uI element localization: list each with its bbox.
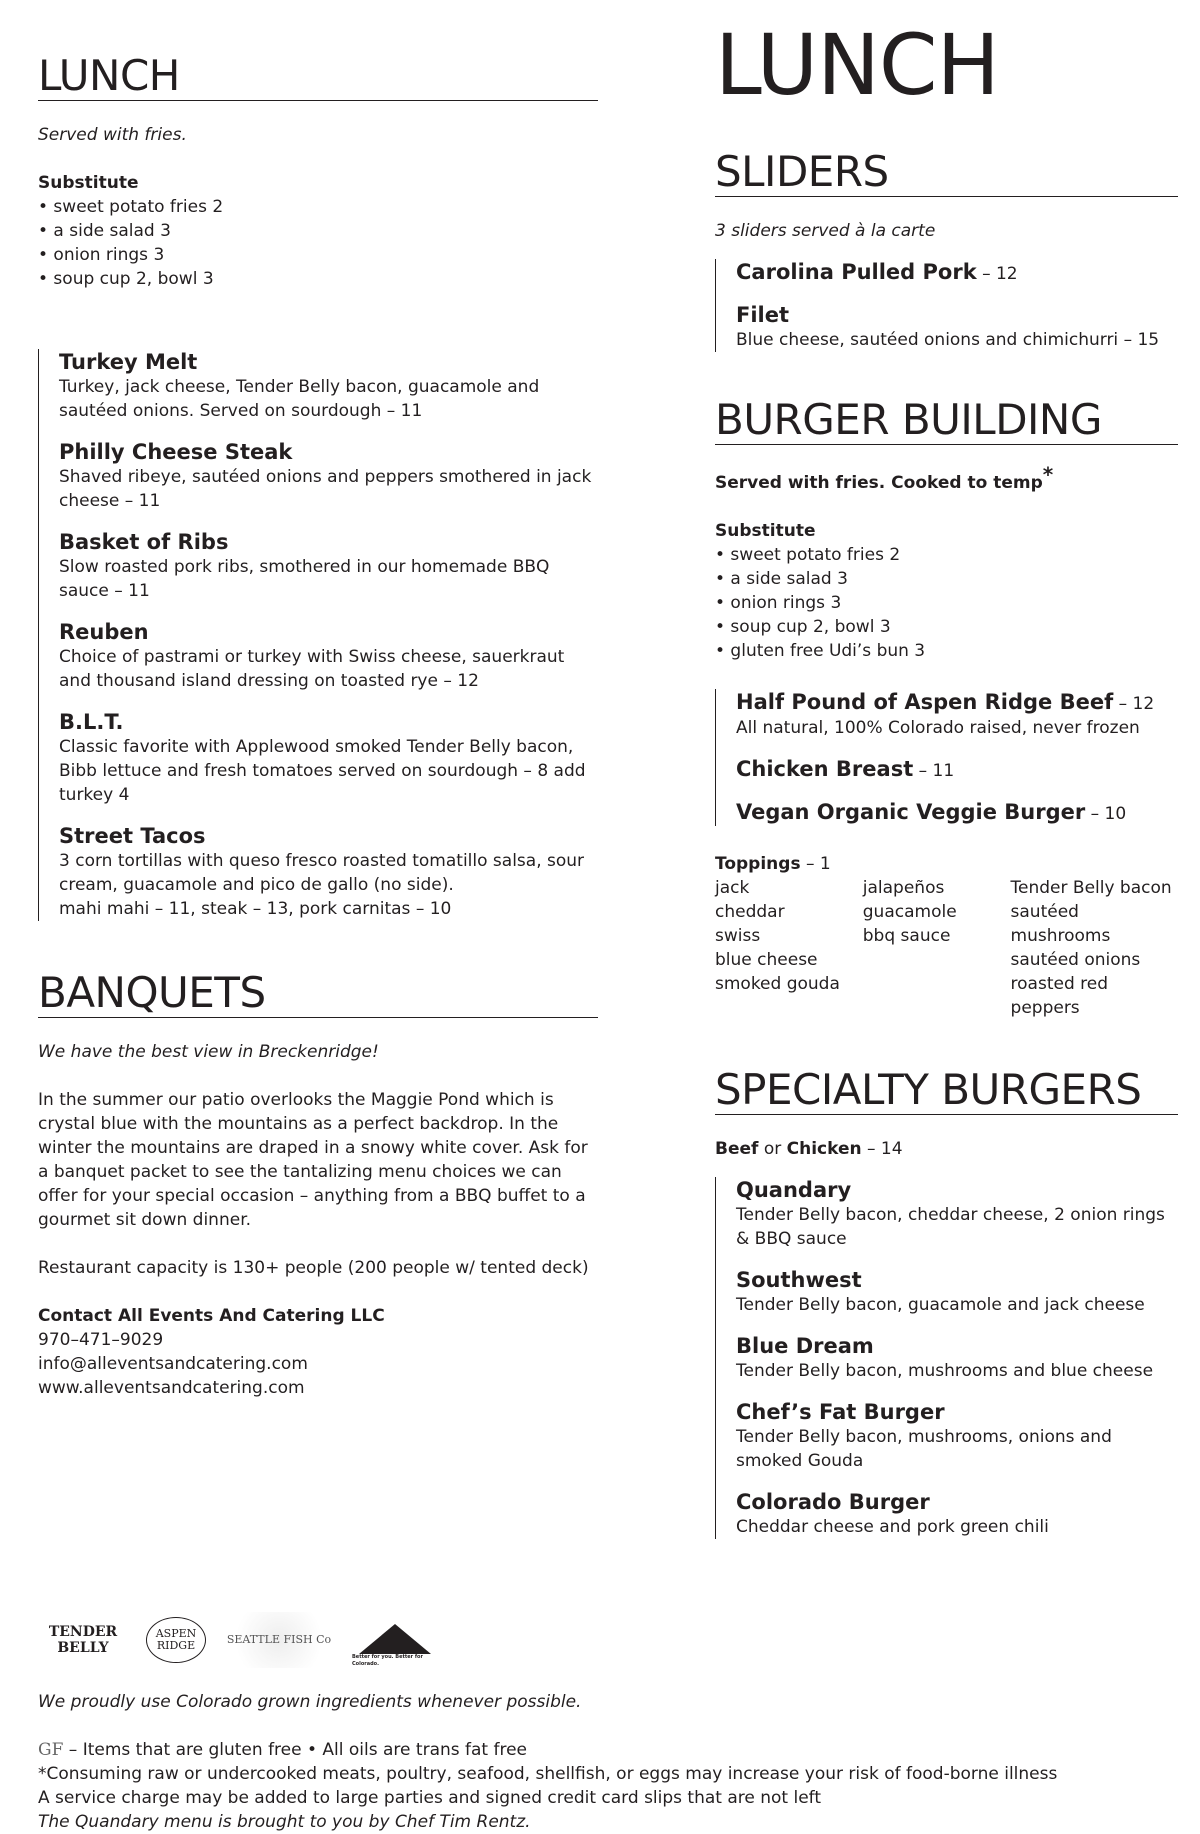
menu-item [59,709,598,807]
item-desc: Tender Belly bacon, mushrooms, onions and smoked Gouda [736,1427,1112,1471]
list-item: • a side salad 3 [38,221,171,241]
sliders-note: 3 sliders served à la carte [715,221,936,241]
menu-item [59,823,598,921]
menu-item [736,1399,1178,1473]
gf-text: – Items that are gluten free • All oils are trans fat free [63,1740,528,1760]
gf-mark: GF [38,1740,64,1760]
item-title: Street Tacos [59,824,206,848]
topping: sautéed onions [1010,950,1141,970]
menu-item [736,1333,1178,1383]
lunch-heading: LUNCH [38,52,598,101]
item-prices: mahi mahi – 11, steak – 13, pork carnitas – 10 [59,899,452,919]
capacity: Restaurant capacity is 130+ people (200 people w/ tented deck) [38,1258,589,1278]
item-title: Chicken Breast [736,757,914,781]
topping: guacamole [862,902,957,922]
item-desc: Tender Belly bacon, guacamole and jack cheese [736,1295,1145,1315]
partner-logos [38,1610,438,1670]
item-title: B.L.T. [59,710,124,734]
banquets-tagline: We have the best view in Breckenridge! [38,1042,379,1062]
toppings-col [1011,876,1178,1020]
substitute-label: Substitute [38,173,139,193]
chef-credit: The Quandary menu is brought to you by Chef Tim Rentz. [38,1812,531,1832]
list-item: • soup cup 2, bowl 3 [38,269,214,289]
list-item: • gluten free Udi’s bun 3 [715,641,926,661]
item-desc: Cheddar cheese and pork green chili [736,1517,1049,1537]
footer [38,1690,1178,1834]
item-price: – 10 [1085,804,1127,824]
banquets-description: In the summer our patio overlooks the Maggie Pond which is crystal blue with the mountains as a perfect backdrop. In the winter the mountains are draped in a snowy white cover. Ask for a banquet packet to see the tantalizing menu choices we can offer for your special occasion – anything from a BBQ buffet to a gourmet sit down dinner. [38,1090,588,1230]
lunch-title: LUNCH [715,16,999,114]
chicken: Chicken [786,1139,862,1159]
menu-item [736,1177,1178,1251]
item-title: Basket of Ribs [59,530,229,554]
list-item: • soup cup 2, bowl 3 [715,617,891,637]
tender-belly-logo: TENDER BELLY [48,1624,118,1656]
sliders-heading: SLIDERS [715,148,1178,197]
item-price: – 11 [913,761,955,781]
item-title: Quandary [736,1178,852,1202]
specialty-price: – 14 [861,1139,903,1159]
topping: roasted red peppers [1010,974,1109,1018]
specialty-note [715,1137,1178,1161]
menu-item [59,529,598,603]
topping: smoked gouda [715,974,840,994]
proud-note: We proudly use Colorado grown ingredients whenever possible. [38,1692,582,1712]
item-title: Carolina Pulled Pork [736,260,977,284]
substitute-list [715,543,1178,663]
topping: blue cheese [715,950,818,970]
item-desc: All natural, 100% Colorado raised, never frozen [736,718,1140,738]
mountain-icon [359,1624,431,1654]
colorado-proud-logo [352,1612,438,1668]
item-title: Blue Dream [736,1334,874,1358]
beef: Beef [715,1139,759,1159]
specialty-items [715,1177,1178,1539]
topping: sautéed mushrooms [1010,902,1111,946]
list-item: • a side salad 3 [715,569,848,589]
lunch-items [38,349,598,921]
gf-note [38,1738,1178,1762]
consuming-warning: *Consuming raw or undercooked meats, poultry, seafood, shellfish, or eggs may increase your risk of food-borne illness [38,1764,1058,1784]
substitute-list [38,195,598,291]
menu-item [736,1267,1178,1317]
topping: Tender Belly bacon [1010,878,1172,898]
burger-items [715,689,1178,826]
burger-served-note [715,462,1178,495]
topping: cheddar [715,902,785,922]
seattle-fish-logo: SEATTLE FISH Co [224,1612,334,1668]
item-desc: Choice of pastrami or turkey with Swiss cheese, sauerkraut and thousand island dressing on toasted rye – 12 [59,647,565,691]
served-note: Served with fries. [38,125,187,145]
right-column [715,0,1178,1539]
item-title: Vegan Organic Veggie Burger [736,800,1086,824]
banquets-heading: BANQUETS [38,969,598,1018]
item-desc: 3 corn tortillas with queso fresco roasted tomatillo salsa, sour cream, guacamole and pico de gallo (no side). [59,851,585,895]
item-desc: Tender Belly bacon, mushrooms and blue cheese [736,1361,1154,1381]
contact-label: Contact All Events And Catering LLC [38,1306,385,1326]
topping: swiss [715,926,761,946]
topping: jalapeños [862,878,945,898]
menu-item [736,302,1178,352]
menu-item [736,799,1178,826]
toppings-title: Toppings [715,854,801,874]
menu-item [736,689,1178,740]
item-title: Philly Cheese Steak [59,440,293,464]
service-charge: A service charge may be added to large parties and signed credit card slips that are not left [38,1788,822,1808]
list-item: • onion rings 3 [715,593,842,613]
substitute-label: Substitute [715,521,816,541]
list-item: • sweet potato fries 2 [715,545,901,565]
menu-item [736,259,1178,286]
specialty-burgers-heading: SPECIALTY BURGERS [715,1066,1178,1115]
or: or [758,1139,787,1159]
menu-item [59,619,598,693]
toppings-col [863,876,1011,1020]
toppings-col [715,876,863,1020]
topping: bbq sauce [862,926,951,946]
item-title: Colorado Burger [736,1490,930,1514]
item-title: Half Pound of Aspen Ridge Beef [736,690,1114,714]
item-title: Turkey Melt [59,350,198,374]
list-item: • onion rings 3 [38,245,165,265]
topping: jack [715,878,750,898]
toppings-label [715,852,1178,876]
item-desc: Turkey, jack cheese, Tender Belly bacon, guacamole and sautéed onions. Served on sourdough – 11 [59,377,540,421]
item-desc: Slow roasted pork ribs, smothered in our homemade BBQ sauce – 11 [59,557,550,601]
item-desc: Tender Belly bacon, cheddar cheese, 2 onion rings & BBQ sauce [736,1205,1165,1249]
menu-item [59,349,598,423]
email-link[interactable]: info@alleventsandcatering.com [38,1354,308,1374]
burger-building-heading: BURGER BUILDING [715,396,1178,445]
served-text: Served with fries. Cooked to temp [715,473,1043,493]
toppings-grid [715,876,1178,1020]
toppings-price: – 1 [800,854,831,874]
item-desc: Shaved ribeye, sautéed onions and peppers smothered in jack cheese – 11 [59,467,592,511]
item-title: Filet [736,303,790,327]
item-price: – 12 [976,264,1018,284]
item-title: Chef’s Fat Burger [736,1400,945,1424]
item-title: Southwest [736,1268,862,1292]
sliders-items [715,259,1178,352]
item-title: Reuben [59,620,149,644]
colorado-tagline: Better for you. Better for Colorado. [352,1654,423,1667]
list-item: • sweet potato fries 2 [38,197,224,217]
item-desc: Blue cheese, sautéed onions and chimichurri – 15 [736,330,1160,350]
menu-item [736,1489,1178,1539]
phone: 970–471–9029 [38,1330,164,1350]
aspen-ridge-logo: ASPEN RIDGE [146,1617,206,1663]
menu-item [736,756,1178,783]
menu-item [59,439,598,513]
website-link[interactable]: www.alleventsandcatering.com [38,1378,305,1398]
asterisk: * [1042,462,1054,487]
item-price: – 12 [1113,694,1155,714]
left-column [38,0,598,1400]
item-desc: Classic favorite with Applewood smoked Tender Belly bacon, Bibb lettuce and fresh tomatoes served on sourdough – 8 add turkey 4 [59,737,586,805]
